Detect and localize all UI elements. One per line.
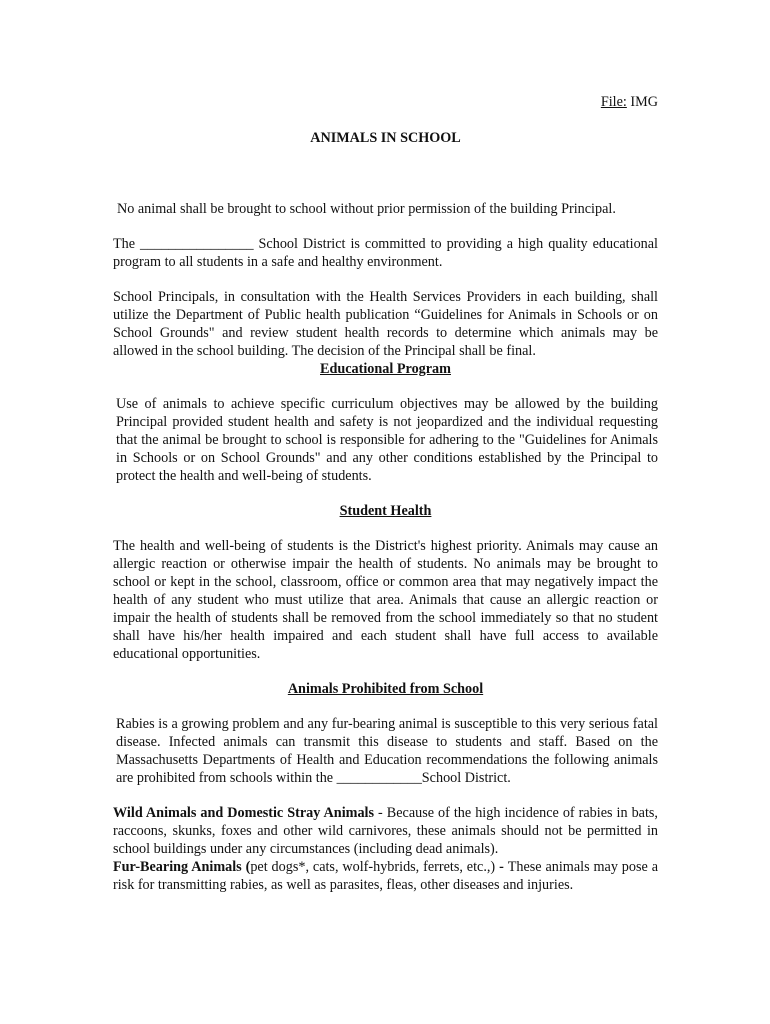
fur-bearing-paragraph [113,858,658,894]
student-health-heading: Student Health [339,503,432,519]
permission-paragraph: No animal shall be brought to school without prior permission of the building Principal. [117,201,616,217]
principals-paragraph: School Principals, in consultation with the Health Services Providers in each building, shall utilize the Department of Public health publication “Guidelines for Animals in Schools or on School Grounds" and review student health records to determine which animals may be allowed in the school building. The decision of the Principal shall be final. [113,289,658,359]
rabies-paragraph [113,715,658,787]
wild-animals-text: - Because of the high incidence of rabies in bats, raccoons, skunks, foxes and other wild carnivores, these animals should not be permitted in school buildings under any circumstances (including dead animals). [113,805,658,857]
commitment-paragraph [113,235,658,271]
rabies-text: Rabies is a growing problem and any fur-bearing animal is susceptible to this very serious fatal disease. Infected animals can transmit this disease to students and staff. Based on the Massachusetts Departments of Health and Education recommendations the following animals are prohibited from schools within the [116,716,658,786]
document-title: ANIMALS IN SCHOOL [310,130,461,146]
district-name-blank-2: ____________ [336,770,422,786]
wild-animals-paragraph [113,804,658,858]
wild-animals-label: Wild Animals and Domestic Stray Animals [113,805,375,821]
fur-bearing-dash: - [495,859,508,875]
commitment-text: School District is committed to providing a high quality educational program to all students in a safe and healthy environment. [113,236,658,270]
district-name-blank: ________________ [140,236,254,252]
file-reference [113,93,658,111]
fur-bearing-examples: pet dogs*, cats, wolf-hybrids, ferrets, etc.,) [250,859,496,875]
file-label: File: [600,94,627,110]
educational-program-paragraph: Use of animals to achieve specific curriculum objectives may be allowed by the building Principal provided student health and safety is not jeopardized and the individual requesting that the animal be brought to school is responsible for adhering to the "Guidelines for Animals in Schools or on School Grounds" and any other conditions established by the Principal to protect the health and well-being of students. [116,396,658,484]
commitment-prefix: The [113,236,136,252]
educational-program-heading: Educational Program [320,361,451,377]
fur-bearing-text: These animals may pose a risk for transmitting rabies, as well as parasites, fleas, other diseases and injuries. [113,859,659,893]
document-page [113,93,658,894]
prohibited-animals-heading: Animals Prohibited from School [287,681,484,697]
rabies-text-suffix: School District. [421,770,511,786]
file-code: IMG [630,94,658,110]
student-health-paragraph: The health and well-being of students is the District's highest priority. Animals may cause an allergic reaction or otherwise impair the health of students. No animals may be brought to school or kept in the school, classroom, office or common area that may negatively impact the health of any student who must utilize that area. Animals that cause an allergic reaction or impair the health of students shall be removed from the school immediately so that no student shall have his/her health impaired and each student shall have full access to available educational opportunities. [113,538,658,662]
fur-bearing-label: Fur-Bearing Animals ( [113,859,251,875]
